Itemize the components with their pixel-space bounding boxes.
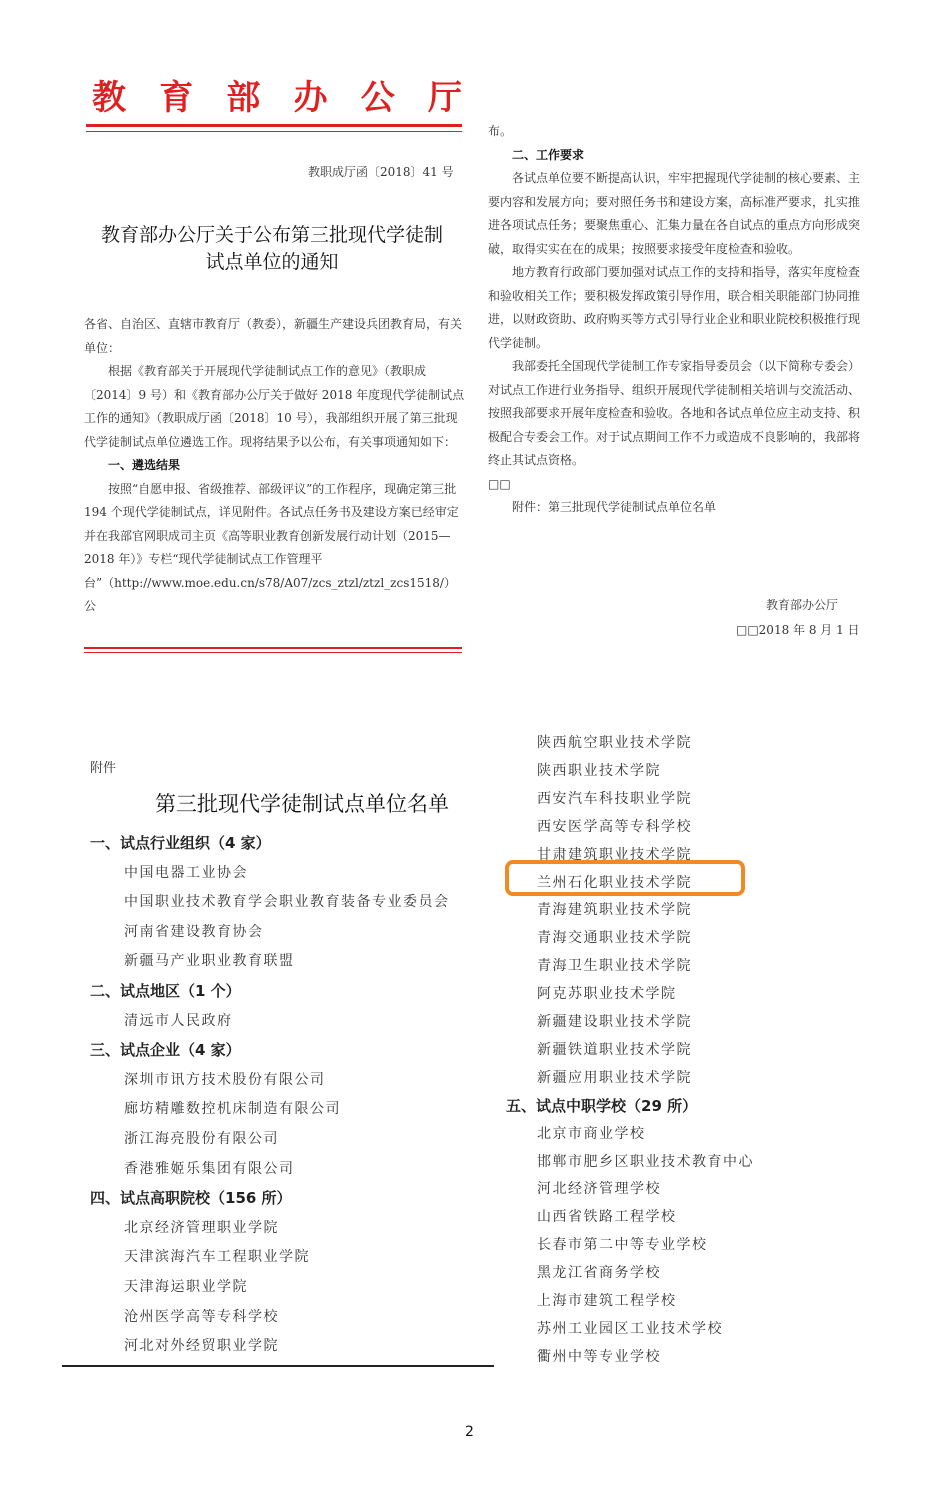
section-heading: 一、遴选结果 xyxy=(108,458,181,472)
letterhead-red-rule xyxy=(86,124,462,127)
blank-marks: □□ xyxy=(488,476,511,491)
list-item: 青海交通职业技术学院 xyxy=(537,930,692,947)
list-item: 深圳市讯方技术股份有限公司 xyxy=(124,1071,326,1088)
list-item: 新疆马产业职业教育联盟 xyxy=(124,953,295,970)
list-item: 山西省铁路工程学校 xyxy=(537,1209,677,1226)
letterhead-char: 公 xyxy=(360,78,395,118)
continued-text: 布。 xyxy=(488,124,513,138)
list-item: 西安医学高等专科学校 xyxy=(537,818,692,835)
signer: 教育部办公厅 xyxy=(766,598,839,612)
notice-title-line2: 试点单位的通知 xyxy=(205,251,339,273)
list-item: 长春市第二中等专业学校 xyxy=(537,1237,708,1254)
document-number: 教职成厅函〔2018〕41 号 xyxy=(308,165,454,179)
list-item: 陕西航空职业技术学院 xyxy=(537,735,692,751)
list-item: 天津海运职业学院 xyxy=(124,1279,248,1295)
category-heading: 三、试点企业（4 家） xyxy=(90,1041,241,1060)
list-title: 第三批现代学徒制试点单位名单 xyxy=(155,792,449,816)
letterhead-char: 部 xyxy=(226,78,261,118)
letterhead-char: 办 xyxy=(293,78,328,118)
list-item: 黑龙江省商务学校 xyxy=(537,1265,661,1282)
attachment-note: 附件：第三批现代学徒制试点单位名单 xyxy=(512,500,717,514)
list-item: 浙江海亮股份有限公司 xyxy=(124,1131,279,1147)
letterhead-char: 厅 xyxy=(427,78,462,118)
list-item: 河北对外经贸职业学院 xyxy=(124,1338,279,1355)
list-item: 西安汽车科技职业学院 xyxy=(537,790,692,807)
category-heading: 四、试点高职院校（156 所） xyxy=(90,1189,292,1208)
list-item: 青海卫生职业技术学院 xyxy=(537,958,692,975)
list-item: 苏州工业园区工业技术学校 xyxy=(537,1320,723,1337)
list-item: 新疆建设职业技术学院 xyxy=(537,1014,692,1030)
office-letterhead xyxy=(92,70,462,119)
list-item: 阿克苏职业技术学院 xyxy=(537,986,677,1003)
letterhead-red-rule-thin xyxy=(86,131,462,132)
list-item: 衢州中等专业学校 xyxy=(537,1348,661,1365)
list-item: 兰州石化职业技术学院 xyxy=(537,874,692,891)
list-item: 中国职业技术教育学会职业教育装备专业委员会 xyxy=(124,894,450,911)
category-heading: 一、试点行业组织（4 家） xyxy=(90,834,271,852)
page-number: 2 xyxy=(465,1424,474,1440)
list-item: 廊坊精雕数控机床制造有限公司 xyxy=(124,1101,341,1118)
list-item: 陕西职业技术学院 xyxy=(537,762,661,779)
bottom-red-rule-thin xyxy=(84,652,462,653)
notice-body-page1 xyxy=(84,313,466,619)
notice-body-page2 xyxy=(488,120,866,520)
category-heading: 五、试点中职学校（29 所） xyxy=(506,1096,698,1115)
list-item: 河北经济管理学校 xyxy=(537,1181,661,1198)
section-heading: 二、工作要求 xyxy=(512,147,585,162)
paragraph: 根据《教育部关于开展现代学徒制试点工作的意见》（教职成〔2014〕9 号）和《教育部办公厅关于做好 2018 年度现代学徒制试点工作的通知》（教职成厅函〔2018〕10 号），我部组织开展了第三批现代学徒制试点单位遴选工作。现将结果予以公布，有关事项通知如下： xyxy=(84,364,465,449)
list-item: 北京市商业学校 xyxy=(537,1125,646,1142)
list-item: 河南省建设教育协会 xyxy=(124,923,264,940)
highlight-box xyxy=(505,860,745,896)
bottom-red-rule xyxy=(84,647,462,649)
list-item: 新疆铁道职业技术学院 xyxy=(537,1041,692,1058)
paragraph: 各试点单位要不断提高认识，牢牢把握现代学徒制的核心要素、主要内容和发展方向；要对照任务书和建设方案，高标准严要求，扎实推进各项试点任务；要聚焦重心、汇集力量在各自试点的重点方向形成突破，取得实实在在的成果；按照要求接受年度检查和验收。 xyxy=(488,171,861,256)
letterhead-char: 育 xyxy=(159,78,194,118)
bottom-rule xyxy=(62,1365,494,1367)
list-item: 新疆应用职业技术学院 xyxy=(537,1069,692,1086)
list-item: 上海市建筑工程学校 xyxy=(537,1293,677,1309)
notice-title-line1: 教育部办公厅关于公布第三批现代学徒制 xyxy=(100,224,443,246)
category-heading: 二、试点地区（1 个） xyxy=(90,982,241,1000)
list-item: 甘肃建筑职业技术学院 xyxy=(537,846,692,863)
list-item: 中国电器工业协会 xyxy=(124,864,248,881)
issue-date: □□2018 年 8 月 1 日 xyxy=(736,623,860,637)
paragraph: 地方教育行政部门要加强对试点工作的支持和指导，落实年度检查和验收相关工作；要积极发挥政策引导作用，联合相关职能部门协同推进，以财政资助、政府购买等方式引导行业企业和职业院校积极推行现代学徒制。 xyxy=(488,265,861,350)
addressee: 各省、自治区、直辖市教育厅（教委），新疆生产建设兵团教育局，有关单位： xyxy=(84,317,463,355)
letterhead-char: 教 xyxy=(92,78,126,118)
list-item: 青海建筑职业技术学院 xyxy=(537,902,692,919)
list-item: 香港雅姬乐集团有限公司 xyxy=(124,1160,295,1177)
list-item: 清远市人民政府 xyxy=(124,1012,233,1029)
attachment-label: 附件 xyxy=(90,761,117,776)
list-item: 天津滨海汽车工程职业学院 xyxy=(124,1249,310,1266)
list-item: 北京经济管理职业学院 xyxy=(124,1219,279,1236)
notice-title xyxy=(82,222,462,276)
list-item: 邯郸市肥乡区职业技术教育中心 xyxy=(537,1153,754,1170)
list-item: 沧州医学高等专科学校 xyxy=(124,1308,279,1325)
paragraph: 我部委托全国现代学徒制工作专家指导委员会（以下简称专委会）对试点工作进行业务指导、组织开展现代学徒制相关培训与交流活动、按照我部要求开展年度检查和验收。各地和各试点单位应主动支持、积极配合专委会工作。对于试点期间工作不力或造成不良影响的，我部将终止其试点资格。 xyxy=(488,359,861,467)
paragraph: 按照“自愿申报、省级推荐、部级评议”的工作程序，现确定第三批 194 个现代学徒制试点，详见附件。各试点任务书及建设方案已经审定并在我部官网职成司主页《高等职业教育创新发展行动计划（2015—2018 年）》专栏“现代学徒制试点工作管理平台”（http://www.moe.edu.cn/s78/A07/zcs_ztzl/ztzl_zcs1518/）公 xyxy=(84,481,459,613)
